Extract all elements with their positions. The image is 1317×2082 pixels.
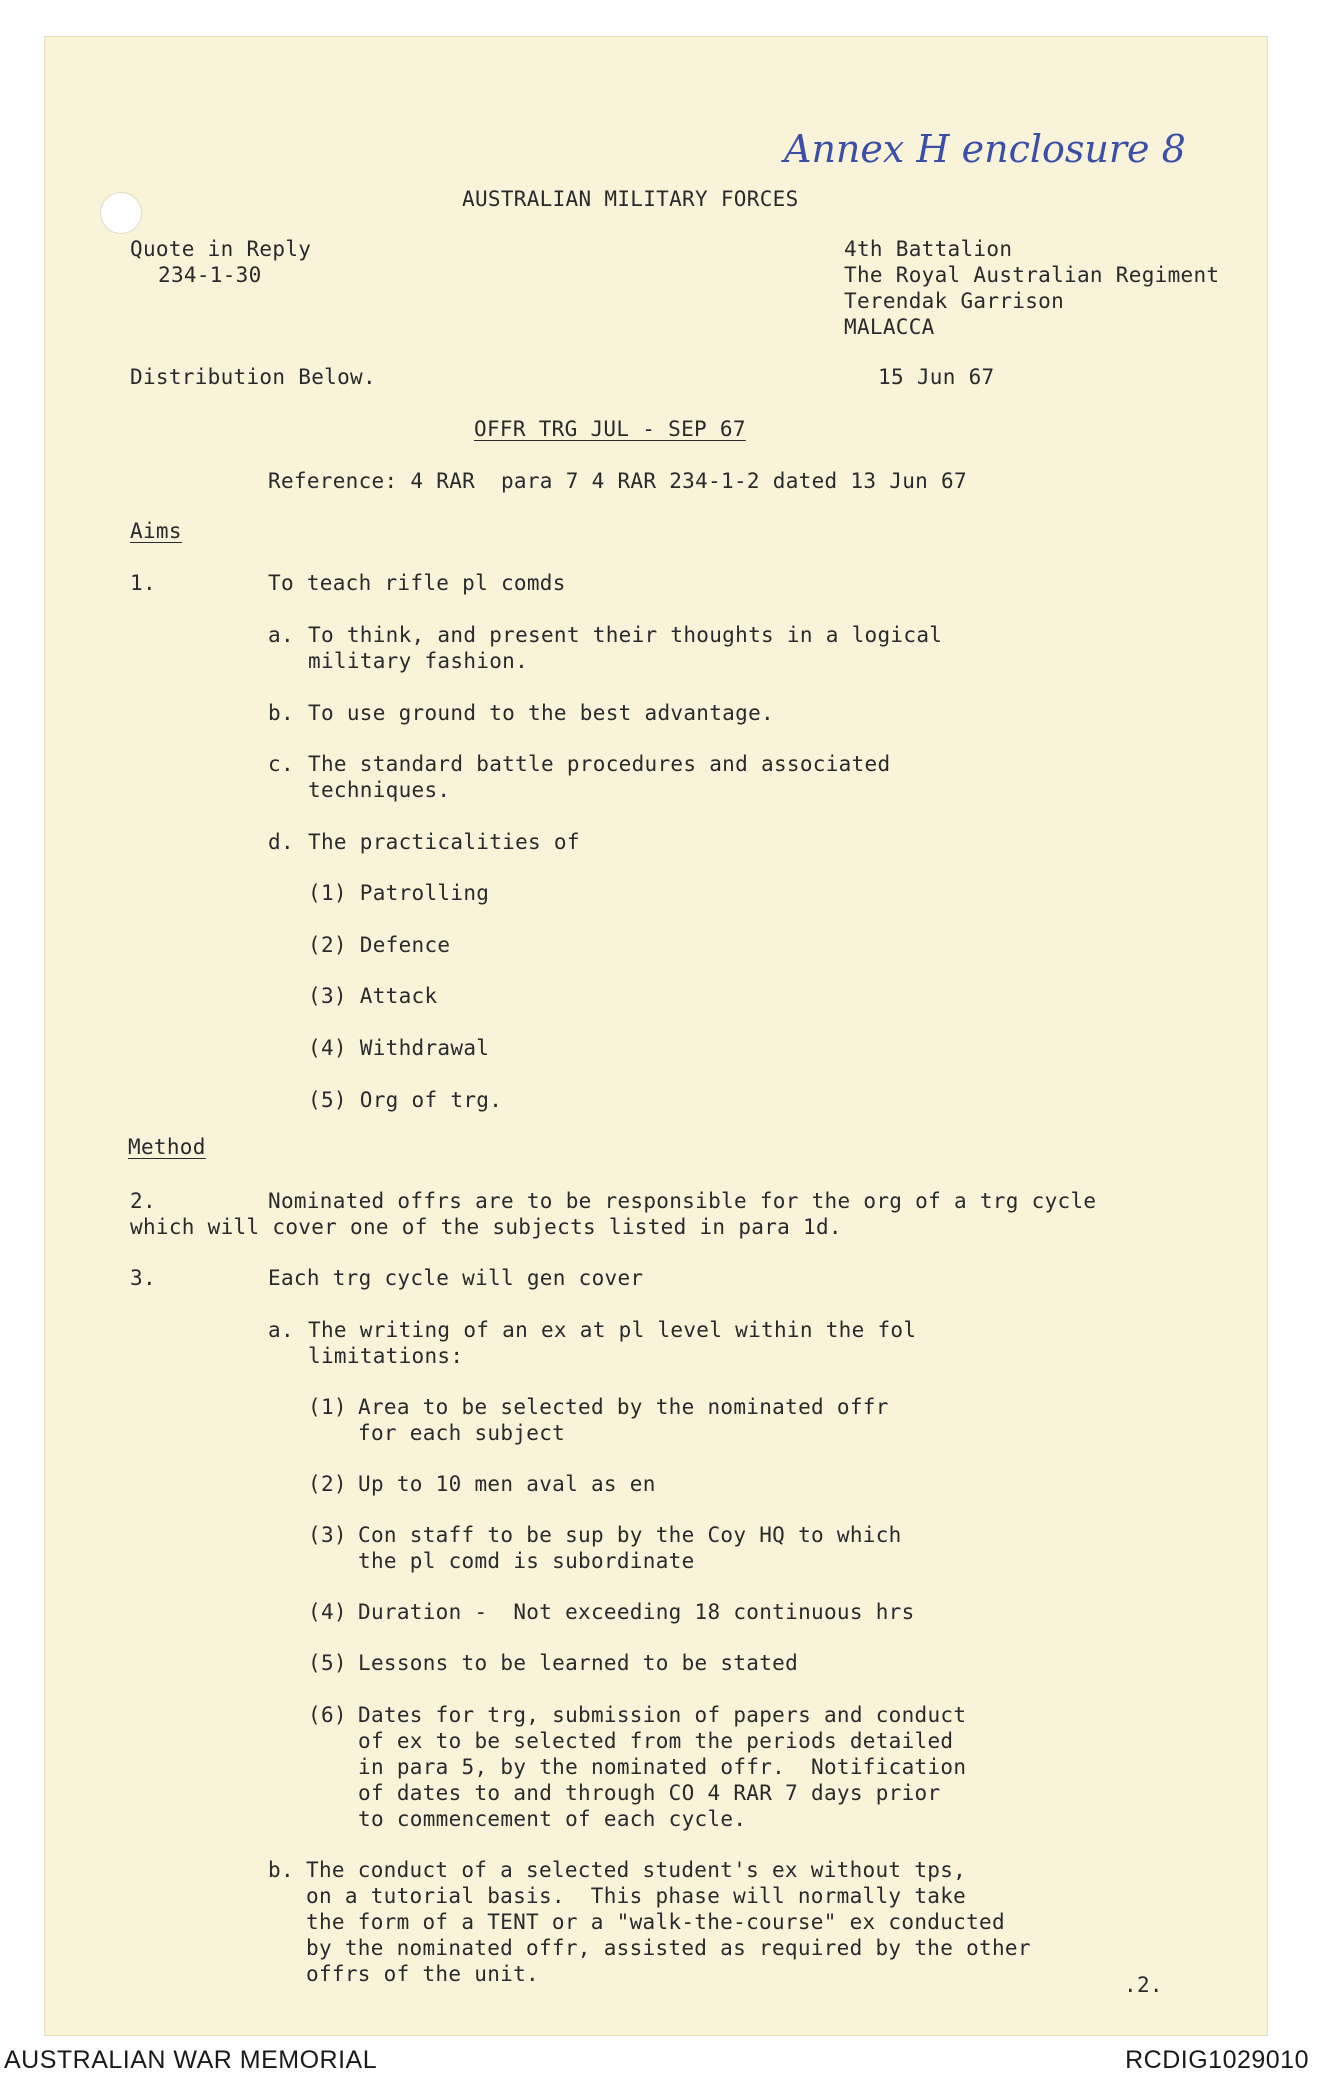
subject-item: (2) Defence — [308, 933, 451, 957]
item-label: c. — [268, 752, 294, 776]
punch-hole — [100, 192, 142, 234]
unit-line: MALACCA — [844, 315, 935, 339]
item-text: the form of a TENT or a "walk-the-course" ex conducted — [306, 1910, 1005, 1934]
limit-label: (4) — [308, 1600, 347, 1624]
subject-item: (4) Withdrawal — [308, 1036, 490, 1060]
item-label: b. — [268, 701, 294, 725]
item-text: techniques. — [308, 778, 451, 802]
quote-label: Quote in Reply — [130, 237, 312, 261]
distribution-line: Distribution Below. — [130, 365, 376, 389]
subject-item: (3) Attack — [308, 984, 438, 1008]
item-text: offrs of the unit. — [306, 1962, 539, 1986]
limit-text: of ex to be selected from the periods detailed — [358, 1729, 954, 1753]
item-text: military fashion. — [308, 649, 529, 673]
para-number: 2. — [130, 1189, 156, 1213]
para-text: Each trg cycle will gen cover — [268, 1266, 644, 1290]
item-text: The standard battle procedures and associated — [308, 752, 891, 776]
item-text: on a tutorial basis. This phase will normally take — [306, 1884, 967, 1908]
limit-text: Up to 10 men aval as en — [358, 1472, 656, 1496]
limit-text: the pl comd is subordinate — [358, 1549, 695, 1573]
item-label: d. — [268, 830, 294, 854]
item-text: by the nominated offr, assisted as required by the other — [306, 1936, 1031, 1960]
item-text: limitations: — [308, 1344, 464, 1368]
para-number: 3. — [130, 1266, 156, 1290]
handwritten-annotation — [780, 110, 1200, 182]
aims-intro: To teach rifle pl comds — [268, 571, 566, 595]
item-label: b. — [268, 1858, 294, 1882]
svg-text:Annex H enclosure 8: Annex H enclosure 8 — [784, 127, 1186, 171]
subject-line: OFFR TRG JUL - SEP 67 — [474, 417, 746, 441]
limit-label: (5) — [308, 1651, 347, 1675]
subject-item: (5) Org of trg. — [308, 1088, 503, 1112]
item-text: The writing of an ex at pl level within the fol — [308, 1318, 917, 1342]
limit-text: Con staff to be sup by the Coy HQ to which — [358, 1523, 902, 1547]
item-text: The conduct of a selected student's ex without tps, — [306, 1858, 967, 1882]
document-date: 15 Jun 67 — [878, 365, 995, 389]
document-title: AUSTRALIAN MILITARY FORCES — [462, 187, 799, 211]
subject-item: (1) Patrolling — [308, 881, 490, 905]
unit-line: The Royal Australian Regiment — [844, 263, 1220, 287]
limit-text: Duration - Not exceeding 18 continuous hrs — [358, 1600, 915, 1624]
limit-label: (1) — [308, 1395, 347, 1419]
item-text: To think, and present their thoughts in a logical — [308, 623, 943, 647]
unit-line: Terendak Garrison — [844, 289, 1065, 313]
reference-line: Reference: 4 RAR para 7 4 RAR 234-1-2 dated 13 Jun 67 — [268, 469, 967, 493]
limit-text: to commencement of each cycle. — [358, 1807, 747, 1831]
aims-heading: Aims — [130, 519, 182, 543]
para-number: 1. — [130, 571, 156, 595]
item-label: a. — [268, 623, 294, 647]
footer-source: AUSTRALIAN WAR MEMORIAL — [4, 2046, 378, 2074]
limit-text: for each subject — [358, 1421, 566, 1445]
limit-label: (6) — [308, 1703, 347, 1727]
method-heading: Method — [128, 1135, 206, 1159]
item-text: The practicalities of — [308, 830, 580, 854]
limit-text: in para 5, by the nominated offr. Notification — [358, 1755, 967, 1779]
limit-label: (2) — [308, 1472, 347, 1496]
para-text: which will cover one of the subjects listed in para 1d. — [130, 1215, 842, 1239]
para-text: Nominated offrs are to be responsible for the org of a trg cycle — [268, 1189, 1097, 1213]
quote-reference: 234-1-30 — [158, 263, 262, 287]
item-label: a. — [268, 1318, 294, 1342]
unit-line: 4th Battalion — [844, 237, 1013, 261]
footer-id: RCDIG1029010 — [1125, 2046, 1309, 2074]
item-text: To use ground to the best advantage. — [308, 701, 774, 725]
limit-text: Dates for trg, submission of papers and conduct — [358, 1703, 967, 1727]
limit-label: (3) — [308, 1523, 347, 1547]
limit-text: Lessons to be learned to be stated — [358, 1651, 799, 1675]
limit-text: Area to be selected by the nominated offr — [358, 1395, 889, 1419]
page-marker: .2. — [1124, 1973, 1163, 1997]
limit-text: of dates to and through CO 4 RAR 7 days prior — [358, 1781, 941, 1805]
